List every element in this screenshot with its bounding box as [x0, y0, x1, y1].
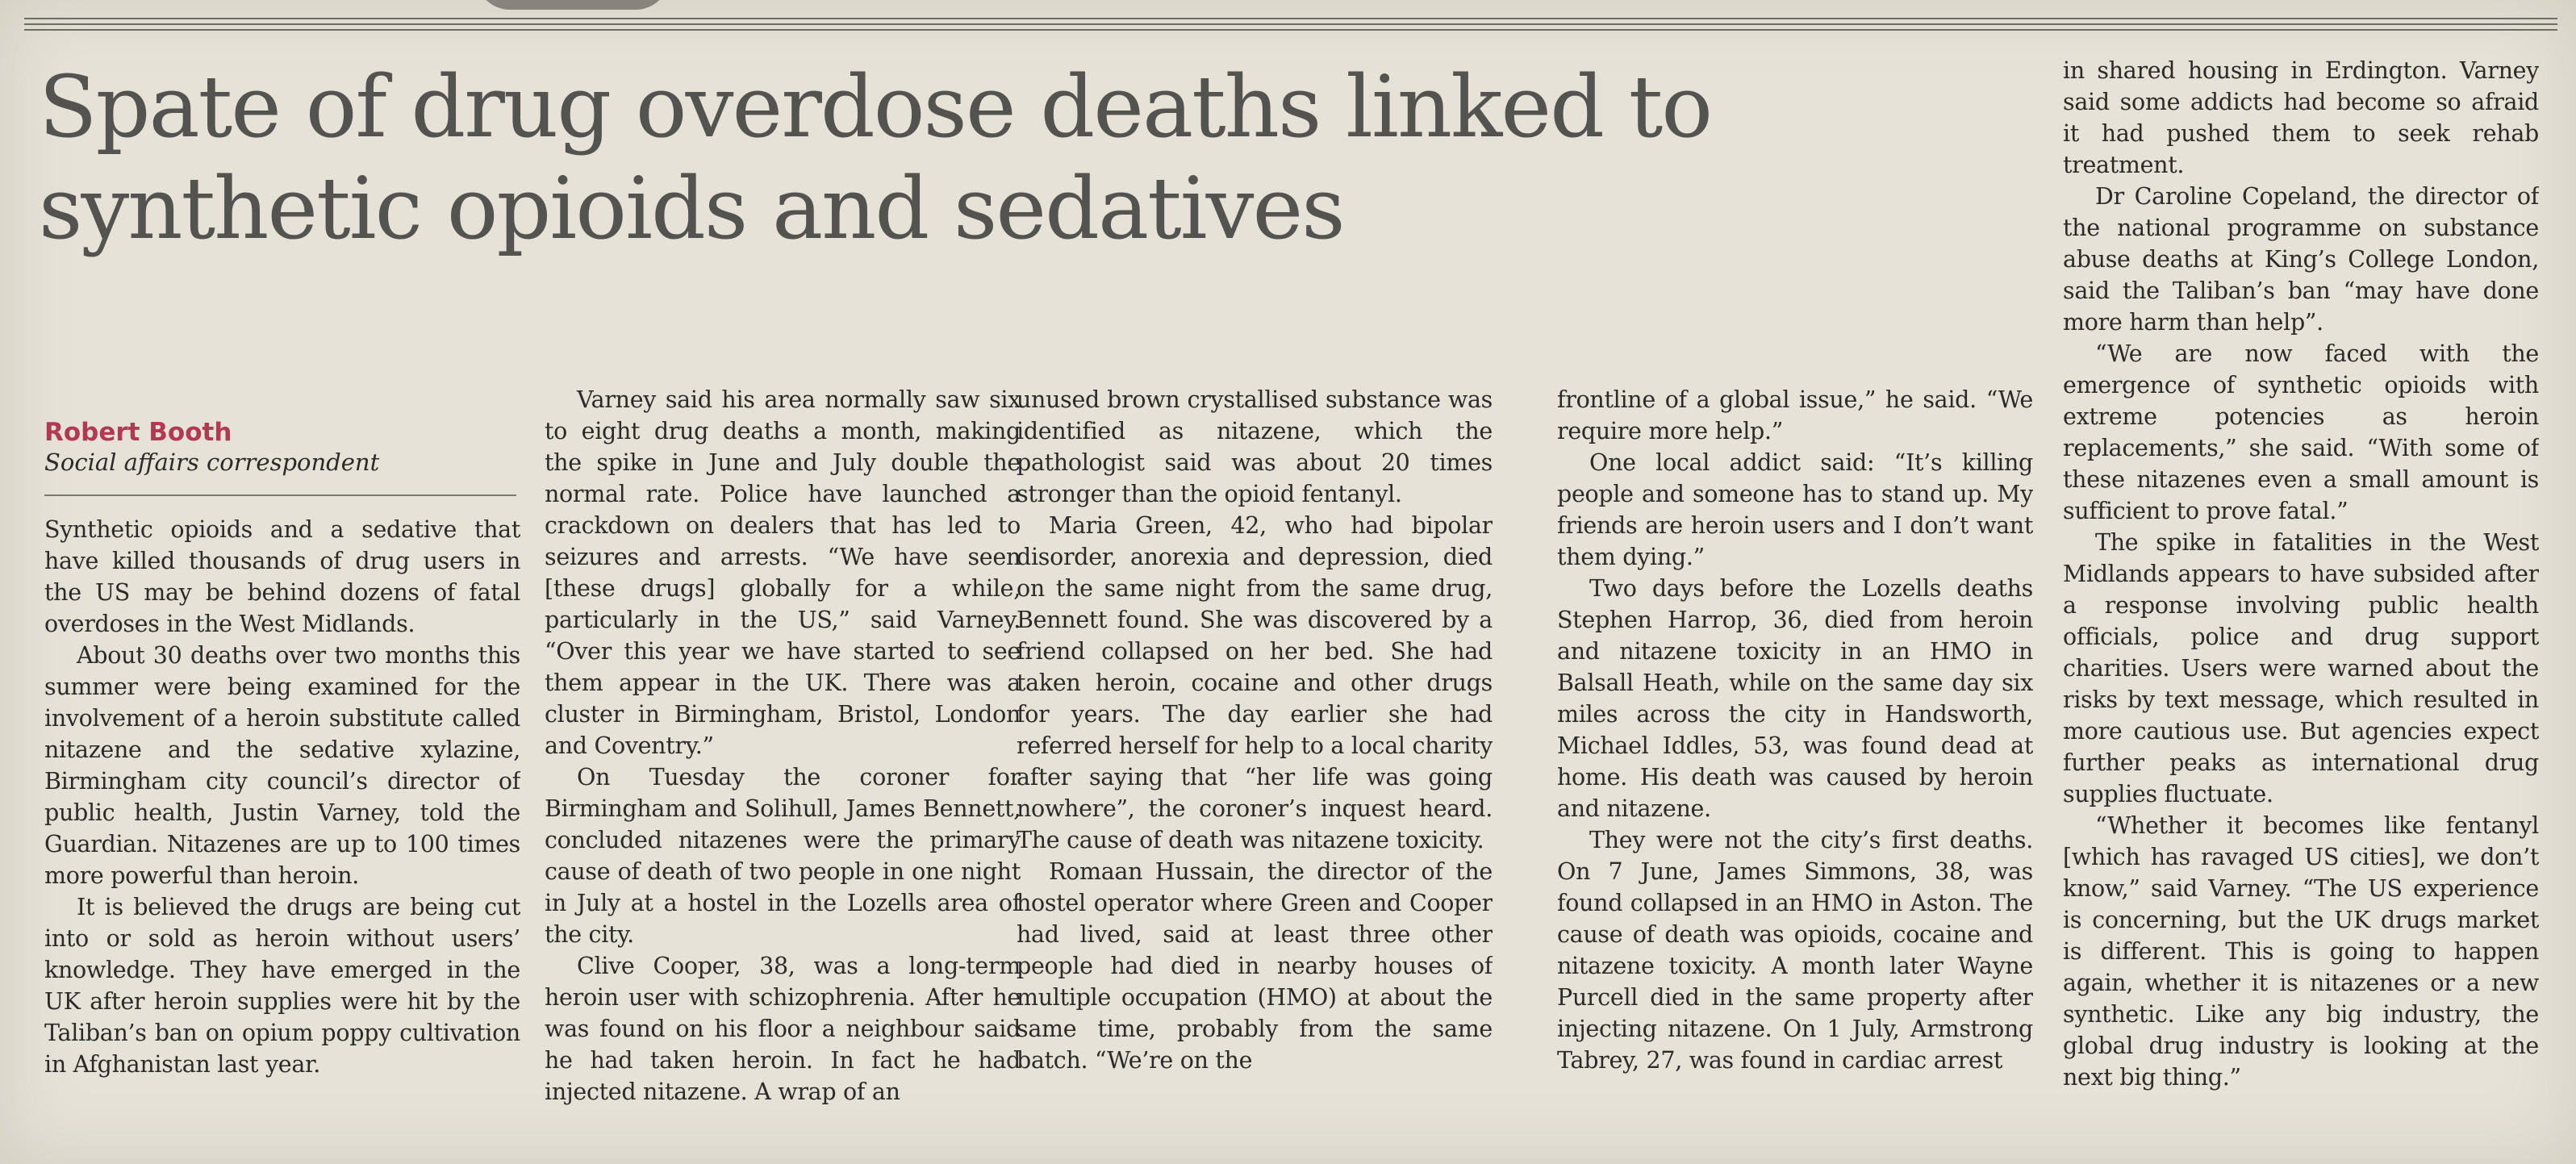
paragraph: “We are now faced with the emergence of synthetic opioids with extreme potencies as heroin replacements,” she said. “With some of these nitazenes even a small amount is sufficient to prove fatal.”	[2063, 340, 2539, 524]
paragraph: The spike in fatalities in the West Midlands appears to have subsided after a response involving public health officials, police and drug support charities. Users were warned about the risks by text message, which resulted in more cautious use. But agencies expect further peaks as international drug supplies fluctuate.	[2063, 529, 2539, 807]
paragraph: frontline of a global issue,” he said. “We require more help.”	[1557, 386, 2033, 444]
paragraph: One local addict said: “It’s killing people and someone has to stand up. My friends are heroin users and I don’t want them dying.”	[1557, 449, 2033, 570]
headline: Spate of drug overdose deaths linked to synthetic opioids and sedatives	[39, 57, 1712, 258]
paragraph: Clive Cooper, 38, was a long-term heroin user with schizophrenia. After he was found on his floor a neighbour said he had taken heroin. In fact he had injected nitazene. A wrap of an	[545, 953, 1021, 1105]
article-column-5	[2063, 55, 2539, 1152]
paragraph: in shared housing in Erdington. Varney said some addicts had become so afraid it had pushed them to seek rehab treatment.	[2063, 57, 2539, 178]
paragraph: “Whether it becomes like fentanyl [which has ravaged US cities], we don’t know,” said Varney. “The US experience is concerning, but the UK drugs market is different. This is going to happen again, whether it is nitazenes or a new synthetic. Like any big industry, the global drug industry is looking at the next big thing.”	[2063, 812, 2539, 1091]
paragraph: Maria Green, 42, who had bipolar disorder, anorexia and depression, died on the same night from the same drug, Bennett found. She was discovered by a friend collapsed on her bed. She had taken heroin, cocaine and other drugs for years. The day earlier she had referred herself for help to a local charity after saying that “her life was going nowhere”, the coroner’s inquest heard. The cause of death was nitazene toxicity.	[1017, 512, 1493, 853]
paragraph: Synthetic opioids and a sedative that have killed thousands of drug users in the US may be behind dozens of fatal overdoses in the West Midlands.	[44, 516, 520, 637]
article-column-4	[1557, 384, 2033, 1150]
article-column-3	[1017, 384, 1493, 1150]
paragraph: unused brown crystallised substance was identified as nitazene, which the pathologist said was about 20 times stronger than the opioid fentanyl.	[1017, 386, 1493, 507]
paragraph: Romaan Hussain, the director of the hostel operator where Green and Cooper had lived, said at least three other people had died in nearby houses of multiple occupation (HMO) at about the same time, probably from the same batch. “We’re on the	[1017, 858, 1493, 1074]
paragraph: Two days before the Lozells deaths Stephen Harrop, 36, died from heroin and nitazene toxicity in an HMO in Balsall Heath, while on the same day six miles across the city in Handsworth, Michael Iddles, 53, was found dead at home. His death was caused by heroin and nitazene.	[1557, 575, 2033, 822]
paragraph: About 30 deaths over two months this summer were being examined for the involvement of a heroin substitute called nitazene and the sedative xylazine, Birmingham city council’s director of public health, Justin Varney, told the Guardian. Nitazenes are up to 100 times more powerful than heroin.	[44, 642, 520, 889]
top-rule-lines	[24, 18, 2557, 45]
byline-divider	[44, 494, 516, 496]
paragraph: They were not the city’s first deaths. On 7 June, James Simmons, 38, was found collapsed in an HMO in Aston. The cause of death was opioids, cocaine and nitazene toxicity. A month later Wayne Purcell died in the same property after injecting nitazene. On 1 July, Armstrong Tabrey, 27, was found in cardiac arrest	[1557, 827, 2033, 1074]
paragraph: Dr Caroline Copeland, the director of the national programme on substance abuse deaths at King’s College London, said the Taliban’s ban “may have done more harm than help”.	[2063, 183, 2539, 336]
article-column-2	[545, 384, 1021, 1150]
paragraph: Varney said his area normally saw six to eight drug deaths a month, making the spike in June and July double the normal rate. Police have launched a crackdown on dealers that has led to seizures and arrests. “We have seen [these drugs] globally for a while, particularly in the US,” said Varney. “Over this year we have started to see them appear in the UK. There was a cluster in Birmingham, Bristol, London and Coventry.”	[545, 386, 1021, 759]
page-top-graphic	[476, 0, 670, 10]
article-column-1	[44, 514, 520, 1151]
byline-author: Robert Booth	[44, 418, 232, 447]
paragraph: On Tuesday the coroner for Birmingham and Solihull, James Bennett, concluded nitazenes were the primary cause of death of two people in one night in July at a hostel in the Lozells area of the city.	[545, 764, 1021, 948]
byline-role: Social affairs correspondent	[44, 448, 380, 476]
paragraph: It is believed the drugs are being cut into or sold as heroin without users’ knowledge. They have emerged in the UK after heroin supplies were hit by the Taliban’s ban on opium poppy cultivation in Afghanistan last year.	[44, 894, 520, 1078]
